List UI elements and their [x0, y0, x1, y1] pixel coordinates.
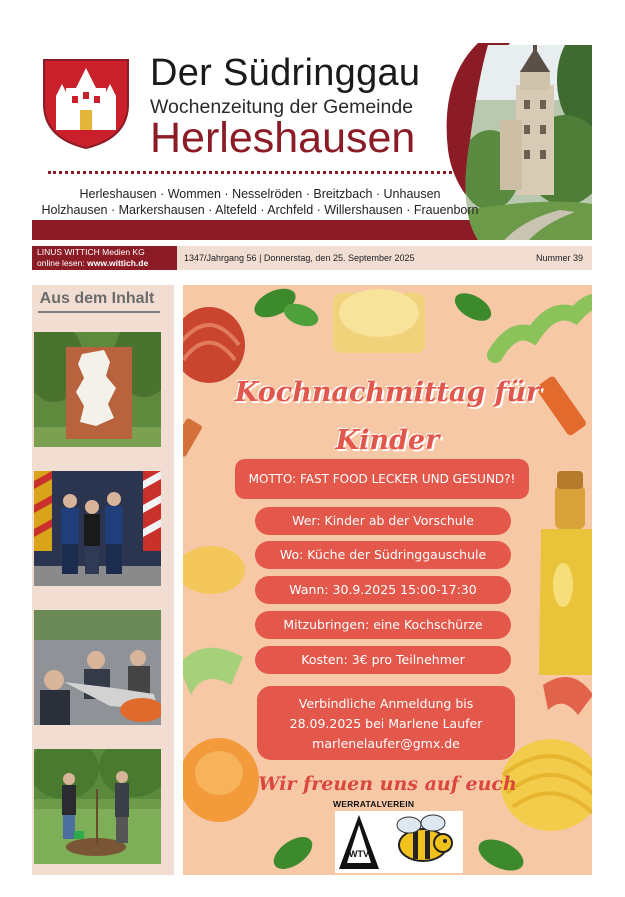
poster-where: Wo: Küche der Südringgauschule: [255, 541, 511, 569]
online-prefix: online lesen:: [37, 258, 88, 268]
contents-thumbnail-tree-planting[interactable]: [34, 749, 161, 864]
club-logo-icon: [335, 811, 463, 873]
poster-motto: MOTTO: FAST FOOD LECKER UND GESUND?!: [235, 459, 529, 499]
masthead-title: Der Südringgau: [150, 52, 421, 94]
poster-closing: Wir freuen uns auf euch: [258, 773, 517, 795]
contents-thumbnail-monument[interactable]: [34, 332, 161, 447]
towns-line-1: Herleshausen · Wommen · Nesselröden · Breitzbach · Unhausen: [79, 187, 441, 201]
registration-email: marlenelaufer@gmx.de: [312, 736, 460, 751]
poster-bring: Mitzubringen: eine Kochschürze: [255, 611, 511, 639]
contents-rule: [38, 311, 160, 313]
registration-line-1: Verbindliche Anmeldung bis: [298, 696, 474, 711]
club-name: WERRATALVEREIN: [333, 799, 415, 809]
club-logo: [335, 811, 463, 873]
masthead-municipality: Herleshausen: [150, 114, 416, 162]
poster-who: Wer: Kinder ab der Vorschule: [255, 507, 511, 535]
publisher-box: [32, 246, 177, 270]
poster-cost: Kosten: 3€ pro Teilnehmer: [255, 646, 511, 674]
tree-planting-photo: [34, 749, 161, 864]
registration-line-2: 28.09.2025 bei Marlene Laufer: [289, 716, 483, 731]
contents-thumbnail-firefighters[interactable]: [34, 471, 161, 586]
poster-title-line-1: Kochnachmittag für: [234, 377, 541, 408]
coat-of-arms-icon: [42, 56, 130, 150]
firefighters-photo: [34, 471, 161, 586]
masthead-subtitle: Wochenzeitung der Gemeinde: [150, 96, 414, 118]
poster-when: Wann: 30.9.2025 15:00-17:30: [255, 576, 511, 604]
online-read: [37, 258, 177, 269]
contents-thumbnail-firehose[interactable]: [34, 610, 161, 725]
event-poster: [183, 285, 592, 875]
online-link[interactable]: www.wittich.de: [87, 258, 149, 268]
towns-line-2: Holzhausen · Markershausen · Altefeld · Archfeld · Willershausen · Frauenborn: [41, 203, 479, 217]
publisher-name: LINUS WITTICH Medien KG: [37, 247, 145, 257]
issue-info: 1347/Jahrgang 56 | Donnerstag, den 25. September 2025: [184, 253, 415, 263]
club-logo-text: WTV: [349, 849, 369, 859]
issue-number: Nummer 39: [536, 253, 584, 263]
poster-registration: [257, 686, 515, 760]
firehose-photo: [34, 610, 161, 725]
monument-photo: [34, 332, 161, 447]
dotted-divider: [48, 171, 458, 174]
contents-title: Aus dem Inhalt: [39, 290, 155, 307]
poster-title-line-2: Kinder: [335, 425, 440, 456]
